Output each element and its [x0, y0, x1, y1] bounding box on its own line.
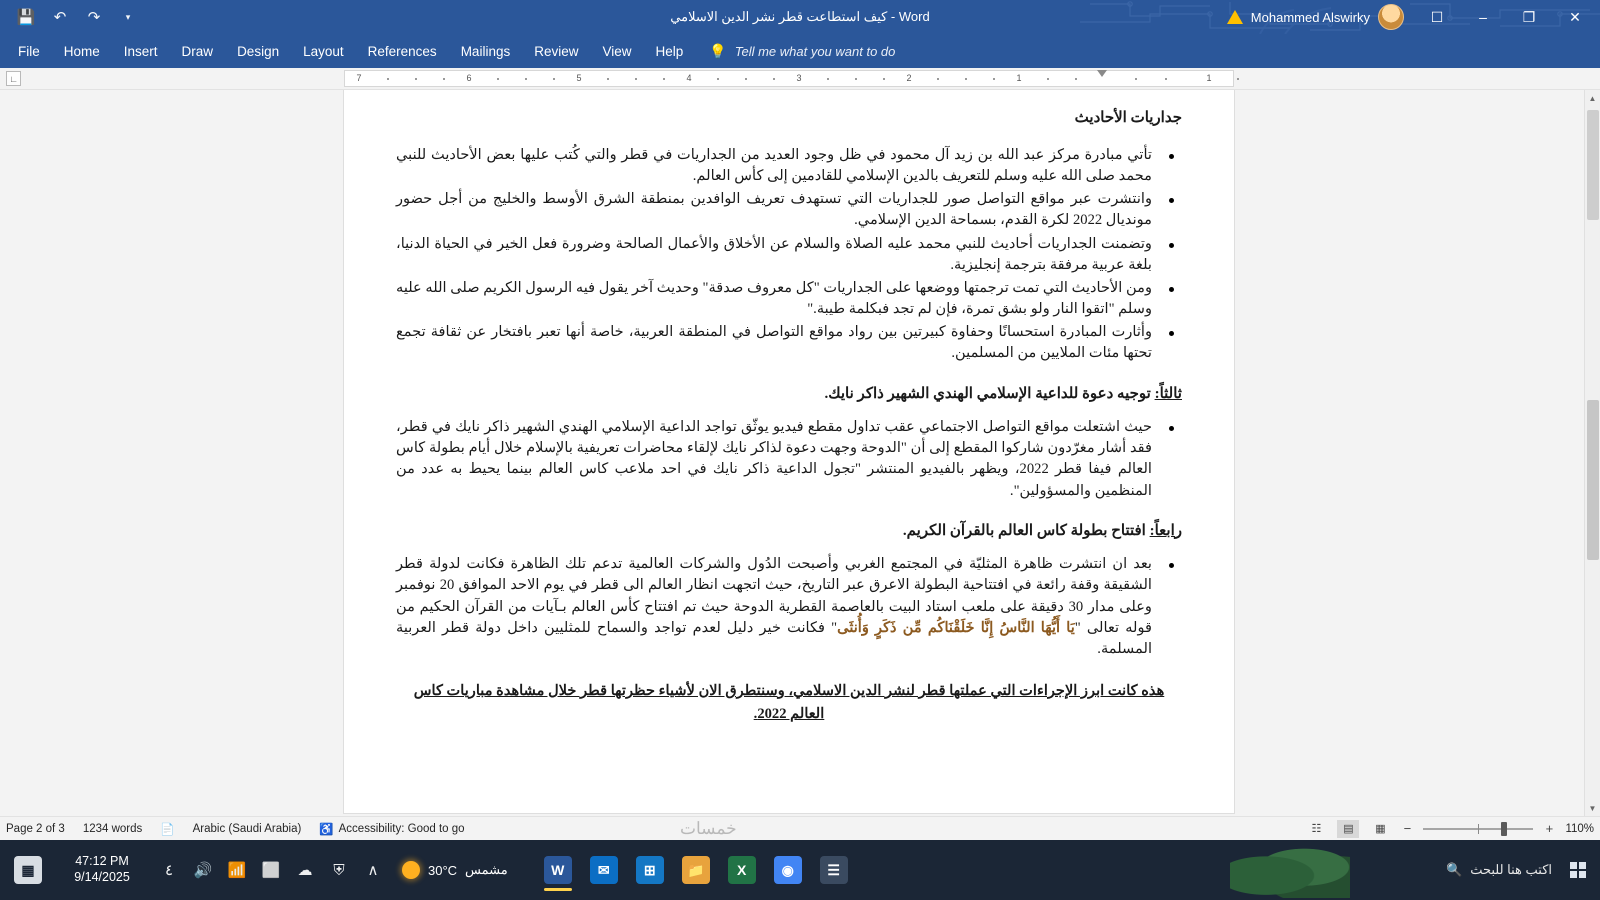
accessibility-status[interactable] [319, 822, 464, 836]
tab-draw[interactable]: Draw [181, 43, 214, 59]
ribbon-tabs [0, 34, 1600, 68]
taskbar-apps [536, 847, 856, 893]
tab-references[interactable]: References [367, 43, 437, 59]
ruler-number: 3 [796, 73, 802, 83]
battery-icon[interactable]: ٤ [164, 862, 174, 879]
tab-help[interactable]: Help [655, 43, 684, 59]
warning-icon[interactable] [1227, 10, 1243, 24]
tab-stop-selector[interactable]: ∟ [6, 71, 21, 86]
section-heading-four-text: افتتاح بطولة كاس العالم بالقرآن الكريم. [902, 522, 1150, 539]
indent-marker[interactable] [1097, 70, 1107, 77]
list-item: وأثارت المبادرة استحسانًا وحفاوة كبيرتين بين رواد مواقع التواصل في المنطقة العربية، خاصة أنها تعبر بافتخار عن ثقافة تجمع تحتها مئات الملايين من المسلمين. [396, 322, 1156, 364]
display-icon[interactable]: ⬜ [261, 862, 281, 879]
chevron-down-icon[interactable]: ▾ [125, 11, 131, 22]
ruler-number: 6 [466, 73, 472, 83]
account-area[interactable] [1217, 4, 1414, 30]
horizontal-ruler[interactable] [344, 70, 1234, 87]
list-item [396, 554, 1156, 660]
ruler-bar [0, 68, 1600, 90]
ribbon-display-options-icon[interactable]: ☐ [1430, 8, 1444, 25]
minimize-button[interactable]: – [1479, 9, 1487, 25]
word-count[interactable]: 1234 words [82, 822, 143, 835]
list-item: وانتشرت عبر مواقع التواصل صور للجداريات التي تستهدف تعريف الوافدين بمنطقة الشرق الأوسط والخليج من أجل حضور مونديال 2022 لكرة القدم، بسماحة الدين الإسلامي. [396, 189, 1156, 231]
taskbar-word[interactable] [536, 847, 580, 893]
undo-icon[interactable]: ↶ [53, 9, 67, 26]
proofing-errors-icon[interactable]: 📄 [160, 823, 175, 836]
paragraph-text-after-quran: " فكانت خير دليل لعدم تواجد والسماح للمثليين داخل دولة قطر العربية المسلمة. [396, 619, 1152, 657]
taskbar-right [1438, 862, 1594, 878]
tab-view[interactable]: View [602, 43, 632, 59]
search-icon[interactable]: 🔍 [1446, 862, 1463, 877]
tab-design[interactable]: Design [237, 43, 280, 59]
taskbar-file-explorer[interactable] [674, 847, 718, 893]
status-bar [0, 816, 1600, 840]
taskbar [0, 840, 1600, 900]
onedrive-icon[interactable]: ☁ [297, 862, 313, 879]
taskbar-mail-label: ✉ [590, 856, 618, 884]
tell-me-label: Tell me what you want to do [734, 43, 896, 59]
weather-widget[interactable] [392, 861, 518, 879]
maximize-button[interactable]: ❐ [1522, 8, 1536, 25]
search-input[interactable] [1438, 862, 1560, 878]
list-item: تأتي مبادرة مركز عبد الله بن زيد آل محمود في ظل وجود العديد من الجداريات في قطر والتي كُتب عليها بعض الأحاديث للنبي محمد صلى الله عليه وسلم للتعريف بالدين الإسلامي للقادمين إلى كأس العالم. [396, 145, 1156, 187]
avatar[interactable] [1378, 4, 1404, 30]
window-title: كيف استطاعت قطر نشر الدين الاسلامي - Word [670, 9, 930, 24]
clock[interactable] [54, 854, 150, 885]
scroll-down-arrow-icon[interactable]: ▼ [1588, 803, 1597, 813]
accessibility-label: Accessibility: Good to go [338, 822, 465, 835]
title-bar [0, 0, 1600, 34]
accessibility-icon: ♿ [319, 823, 334, 836]
weather-desc: مشمس [465, 862, 508, 877]
ruler-number: 7 [356, 73, 362, 83]
vertical-scrollbar[interactable] [1584, 90, 1600, 816]
closing-note: هذه كانت ابرز الإجراءات التي عملتها قطر لنشر الدين الاسلامي، وسنتطرق الان لأشياء حظرتها قطر خلال مشاهدة مباريات كاس العالم 2022. [413, 682, 1165, 723]
tab-layout[interactable]: Layout [303, 43, 344, 59]
taskbar-word-label: W [544, 856, 572, 884]
read-mode-view[interactable]: ☷ [1311, 823, 1322, 835]
tab-home[interactable]: Home [63, 43, 100, 59]
section-heading-four-label: رابعاً: [1149, 522, 1182, 539]
lightbulb-icon: 💡 [709, 42, 727, 59]
account-name: Mohammed Alswirky [1250, 9, 1370, 25]
apps-grid-icon[interactable] [1570, 862, 1586, 878]
print-layout-view[interactable]: ▤ [1337, 820, 1359, 838]
bullet-list-2 [396, 417, 1182, 502]
ruler-number: 5 [576, 73, 582, 83]
taskbar-task-view-label: ☰ [820, 856, 848, 884]
tab-mailings[interactable]: Mailings [460, 43, 511, 59]
zoom-in-button[interactable]: + [1545, 821, 1554, 836]
taskbar-file-explorer-label: 📁 [682, 856, 710, 884]
tab-insert[interactable]: Insert [123, 43, 158, 59]
zoom-out-button[interactable]: − [1403, 821, 1412, 836]
tell-me-search[interactable] [709, 43, 895, 60]
web-layout-view[interactable]: ▦ [1375, 823, 1386, 835]
taskbar-store[interactable] [628, 847, 672, 893]
taskbar-mail[interactable] [582, 847, 626, 893]
section-heading-four [396, 520, 1182, 543]
zoom-slider-handle[interactable] [1501, 822, 1507, 836]
sun-icon [402, 861, 420, 879]
zoom-level[interactable]: 110% [1565, 822, 1594, 835]
ruler-number: 1 [1016, 73, 1022, 83]
scrollbar-thumb-secondary[interactable] [1587, 400, 1599, 560]
taskbar-chrome-label: ◉ [774, 856, 802, 884]
taskbar-excel-label: X [728, 856, 756, 884]
save-icon[interactable]: 💾 [16, 9, 36, 26]
list-item: حيث اشتعلت مواقع التواصل الاجتماعي عقب تداول مقطع فيديو يوثّق تواجد الداعية الإسلامي الهندي الشهير ذاكر نايك في قطر، فقد أشار مغرّدون شاركوا المقطع إلى أن "الدوحة وجهت دعوة لذاكر نايك لإلقاء محاضرات تعريفية بالإسلام خلال أيام بطولة كاس العالم فيفا قطر 2022، ويظهر بالفيديو المنتشر "تجول الداعية ذاكر نايك في احد ملاعب كاس العالم بينما يحيط به عدد من المنظمين والمسؤولين". [396, 417, 1156, 502]
ruler-number: 2 [906, 73, 912, 83]
windows-security-icon[interactable]: ⛨ [333, 861, 345, 879]
page-indicator[interactable]: Page 2 of 3 [6, 822, 65, 835]
paragraph-text-before-quran: بعد ان انتشرت ظاهرة المثليّة في المجتمع الغربي وأصبحت الدُول والشركات العالمية تدعم تلك الظاهرة فكانت لدولة قطر الشقيقة وقفة رائعة في افتتاحية البطولة الاعرق عبر التاريخ، حيث اتجهت انظار العالم الى قطر في يوم الاحد الموافق 20 نوفمبر وعلى مدار 30 دقيقة على ملعب استاد البيت بالعاصمة القطرية الدوحة حيث تم افتتاح كأس العالم بـآيات من القرآن الحكيم من قوله تعالى " [396, 556, 1153, 636]
zoom-slider[interactable] [1423, 820, 1533, 838]
show-hidden-icons-icon[interactable]: ∧ [367, 862, 379, 879]
section-heading-three [396, 383, 1182, 406]
bullet-list-3 [396, 554, 1182, 660]
section-heading-three-label: ثالثاً: [1154, 385, 1182, 402]
ruler-number: 1 [1206, 73, 1212, 83]
tab-review[interactable]: Review [534, 43, 579, 59]
redo-icon[interactable]: ↷ [87, 9, 101, 26]
wifi-icon[interactable]: 📶 [227, 862, 247, 879]
ruler-number: 4 [686, 73, 692, 83]
quran-verse: يَا أَيُّهَا النَّاسُ إِنَّا خَلَقْنَاكُم مِّن ذَكَرٍ وَأُنثَى [837, 619, 1075, 636]
list-item: وتضمنت الجداريات أحاديث للنبي محمد عليه الصلاة والسلام عن الأخلاق والأعمال الصالحة وضرورة فعل الخير في الحياة الدنيا، بلغة عربية مرفقة بترجمة إنجليزية. [396, 234, 1156, 276]
language-indicator[interactable]: Arabic (Saudi Arabia) [192, 822, 302, 835]
taskbar-task-view[interactable] [812, 847, 856, 893]
tab-file[interactable]: File [18, 43, 40, 59]
page-title: جداريات الأحاديث [1074, 110, 1182, 126]
taskbar-excel[interactable] [720, 847, 764, 893]
taskbar-chrome[interactable] [766, 847, 810, 893]
start-icon[interactable]: ▦ [6, 847, 50, 893]
volume-icon[interactable]: 🔊 [193, 862, 213, 879]
watermark: خمسات [680, 819, 737, 838]
bullet-list-1 [396, 145, 1182, 365]
clock-date: 9/14/2025 [74, 870, 130, 884]
scrollbar-thumb[interactable] [1587, 110, 1599, 220]
desktop-wallpaper-peek [1230, 842, 1350, 898]
weather-temp: 30°C [428, 862, 458, 878]
section-heading-three-text: توجيه دعوة للداعية الإسلامي الهندي الشهير ذاكر نايك. [824, 385, 1155, 402]
clock-time: 47:12 PM [75, 854, 129, 869]
list-item: ومن الأحاديث التي تمت ترجمتها ووضعها على الجداريات "كل معروف صدقة" وحديث آخر يقول فيه الرسول الكريم صلى الله عليه وسلم "اتقوا النار ولو بشق تمرة، فإن لم تجد فبكلمة طيبة." [396, 278, 1156, 320]
document-page[interactable] [344, 90, 1234, 813]
document-canvas[interactable] [0, 90, 1600, 816]
taskbar-store-label: ⊞ [636, 856, 664, 884]
scroll-up-arrow-icon[interactable]: ▲ [1588, 93, 1597, 103]
close-button[interactable]: ✕ [1569, 8, 1581, 25]
search-placeholder: اكتب هنا للبحث [1470, 862, 1552, 877]
